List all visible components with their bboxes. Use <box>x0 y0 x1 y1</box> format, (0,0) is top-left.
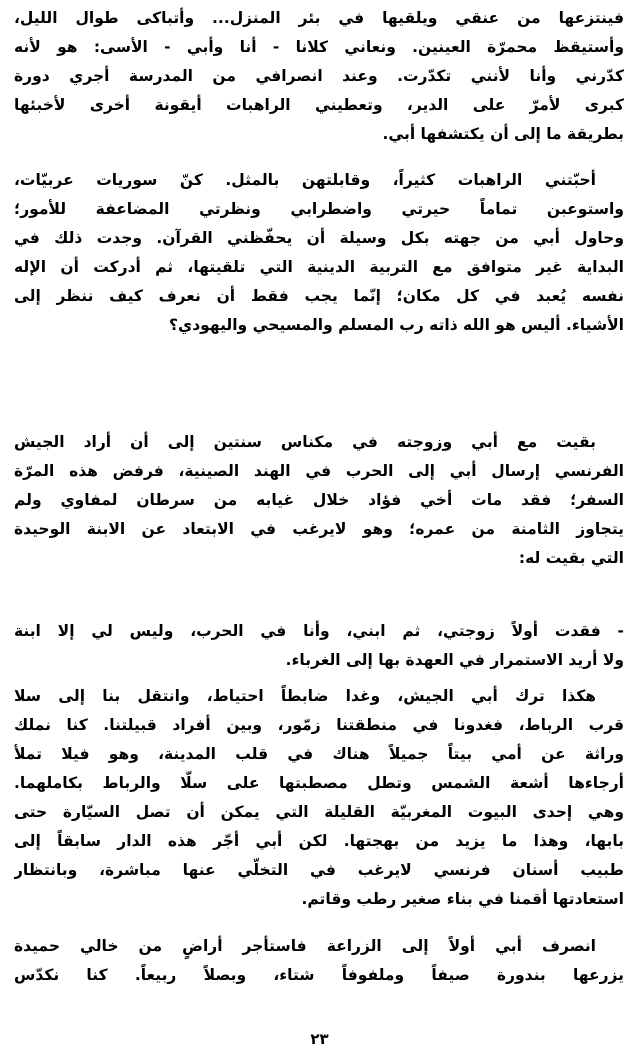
paragraph-6 <box>14 932 624 990</box>
text-line: التي بقيت له: <box>518 549 624 567</box>
text-line: يزرعها بندورة صيفاً وملفوفاً شتاء، وبصلاً ربيعاً. كنا نكدّس <box>14 966 624 984</box>
paragraph-4 <box>14 617 624 675</box>
text-line: وهي إحدى البيوت المغربيّة القليلة التي يمكن أن تصل السيّارة حتى <box>14 803 624 821</box>
text-line: الفرنسي إرسال أبي إلى الحرب في الهند الصينية، فرفض هذه المرّة <box>14 462 624 480</box>
text-line: بابها، وهذا ما يزيد من بهجتها. لكن أبي أجّر هذه الدار سابقاً إلى <box>14 832 624 850</box>
text-line: كدّرني وأنا لأنني تكدّرت. وعند انصرافي من المدرسة أجري دورة <box>14 67 624 85</box>
text-line: يتجاوز الثامنة من عمره؛ وهو لايرغب في الابتعاد عن الابنة الوحيدة <box>14 520 624 538</box>
text-line: بقيت مع أبي وزوجته في مكناس سنتين إلى أن أراد الجيش <box>14 433 596 451</box>
text-line: استعادتها أقمنا في بناء صغير رطب وقاتم. <box>301 890 624 908</box>
text-line: البداية غير متوافق مع التربية الدينية التي تلقيتها، ثم أدركت أن الإله <box>14 258 624 276</box>
text-line: وحاول أبي من جهته بكل وسيلة أن يحفّظني القرآن. وجدت ذلك في <box>14 229 624 247</box>
text-line: انصرف أبي أولاً إلى الزراعة فاستأجر أراضٍ من خالي حميدة <box>14 937 596 955</box>
text-line: فينتزعها من عنقي ويلقيها في بئر المنزل... وأتباكى طوال الليل، <box>14 9 624 27</box>
text-line: نفسه يُعبد في كل مكان؛ إنّما يجب فقط أن نعرف كيف ننظر إلى <box>14 287 624 305</box>
text-line: كبرى لأمرّ على الدير، وتعطيني الراهبات أيقونة أخرى لأخبئها <box>14 96 624 114</box>
text-line: الأشياء. أليس هو الله ذاته رب المسلم والمسيحي واليهودي؟ <box>169 316 624 334</box>
text-line: بطريقة ما إلى أن يكتشفها أبي. <box>382 125 624 143</box>
text-line: أرجاءها أشعة الشمس وتطل مصطبتها على سلّا والرباط بكاملهما. <box>14 774 624 792</box>
paragraph-1 <box>14 4 624 149</box>
text-line: السفر؛ فقد مات أخي فؤاد خلال غيابه من سرطان لمفاوي ولم <box>14 491 624 509</box>
text-line: وراثة عن أمي بيتاً جميلاً هناك في قلب المدينة، وهو فيلا تملأ <box>14 745 624 763</box>
text-line: هكذا ترك أبي الجيش، وغدا ضابطاً احتياط، وانتقل بنا إلى سلا <box>14 687 596 705</box>
text-line: واستوعبن تماماً حيرتي واضطرابي ونظرتي المضاعفة للأمور؛ <box>14 200 624 218</box>
text-line: ولا أريد الاستمرار في العهدة بها إلى الغرباء. <box>285 651 624 669</box>
paragraph-5 <box>14 682 624 914</box>
paragraph-2 <box>14 166 624 340</box>
text-line: أحبّتني الراهبات كثيراً، وقابلتهن بالمثل. كنّ سوريات عربيّات، <box>14 171 596 189</box>
page-number: ٢٣ <box>310 1030 329 1048</box>
text-line: - فقدت أولاً زوجتي، ثم ابني، وأنا في الحرب، وليس لي إلا ابنة <box>14 622 624 640</box>
text-line: قرب الرباط، فغدونا في منطقتنا زمّور، وبين أفراد قبيلتنا. كنا نملك <box>14 716 624 734</box>
text-line: طبيب أسنان فرنسي لايرغب في التخلّي عنها مباشرة، وبانتظار <box>14 861 624 879</box>
text-line: وأستيقظ محمرّة العينين. ونعاني كلانا - أنا وأبي - الأسى: هو لأنه <box>14 38 624 56</box>
paragraph-3 <box>14 428 624 573</box>
